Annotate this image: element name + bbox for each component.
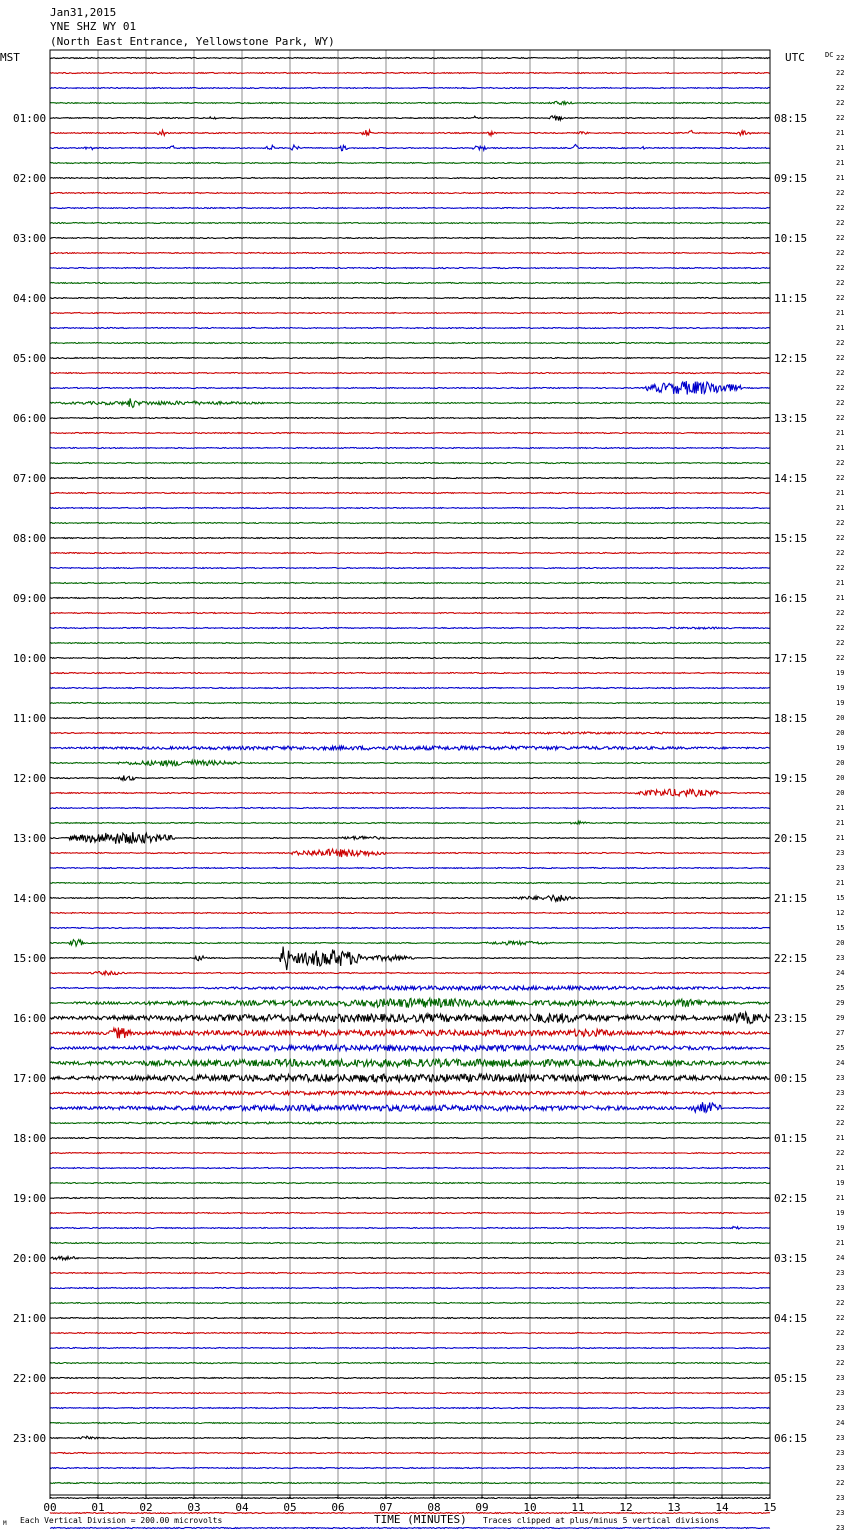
hour-label-utc: 01:15 [774,1132,808,1145]
dc-offset-value: 21 [836,429,845,437]
dc-offset-value: 23 [836,1434,845,1442]
dc-offset-value: 22 [836,339,845,347]
dc-offset-value: 15 [836,894,845,902]
dc-offset-value: 21 [836,444,845,452]
hour-label-utc: 15:15 [774,532,808,545]
x-tick-label: 08 [427,1501,441,1514]
hour-label-utc: 08:15 [774,112,808,125]
hour-label-utc: 16:15 [774,592,808,605]
dc-offset-value: 22 [836,459,845,467]
trace-line [50,493,770,494]
dc-offset-value: 22 [836,69,845,77]
x-tick-label: 10 [523,1501,537,1514]
dc-offset-value: 20 [836,714,845,722]
dc-offset-value: 24 [836,1419,845,1427]
dc-offset-value: 21 [836,879,845,887]
dc-offset-value: 23 [836,1449,845,1457]
x-tick-label: 00 [43,1501,57,1514]
dc-offset-value: 21 [836,174,845,182]
dc-offset-value: 22 [836,474,845,482]
dc-offset-value: 24 [836,1059,845,1067]
dc-offset-value: 23 [836,1089,845,1097]
hour-label-utc: 17:15 [774,652,808,665]
dc-offset-value: 22 [836,1149,845,1157]
station-code: YNE SHZ WY 01 [50,20,137,33]
dc-offset-value: 19 [836,699,845,707]
hour-label-utc: 21:15 [774,892,808,905]
hour-label-utc: 04:15 [774,1312,808,1325]
dc-offset-value: 19 [836,684,845,692]
dc-offset-value: 22 [836,294,845,302]
hour-label-local: 12:00 [13,772,47,785]
dc-offset-value: 23 [836,849,845,857]
x-tick-label: 03 [187,1501,201,1514]
dc-offset-value: 21 [836,144,845,152]
dc-offset-value: 22 [836,84,845,92]
dc-offset-value: 22 [836,189,845,197]
dc-offset-value: 21 [836,1164,845,1172]
dc-offset-value: 22 [836,204,845,212]
dc-offset-value: 23 [836,1389,845,1397]
dc-offset-value: 29 [836,999,845,1007]
dc-offset-value: 23 [836,1524,845,1532]
dc-offset-value: 21 [836,324,845,332]
trace-line [50,808,770,809]
hour-label-local: 10:00 [13,652,47,665]
dc-offset-value: 25 [836,1044,845,1052]
dc-offset-value: 22 [836,549,845,557]
trace-line [50,568,770,569]
station-location: (North East Entrance, Yellowstone Park, WY) [50,35,335,48]
x-tick-label: 04 [235,1501,249,1514]
x-tick-label: 12 [619,1501,633,1514]
dc-offset-value: 24 [836,1254,845,1262]
dc-offset-value: 22 [836,384,845,392]
trace-line [50,178,770,179]
hour-label-local: 01:00 [13,112,47,125]
dc-offset-value: 19 [836,744,845,752]
dc-offset-value: 22 [836,99,845,107]
hour-label-utc: 12:15 [774,352,808,365]
dc-offset-value: 23 [836,1269,845,1277]
dc-offset-value: 22 [836,654,845,662]
hour-label-utc: 02:15 [774,1192,808,1205]
dc-offset-value: 22 [836,609,845,617]
dc-offset-value: 21 [836,129,845,137]
hour-label-utc: 11:15 [774,292,808,305]
x-tick-label: 06 [331,1501,345,1514]
dc-offset-value: 22 [836,114,845,122]
dc-offset-value: 22 [836,1359,845,1367]
x-tick-label: 05 [283,1501,297,1514]
dc-offset-value: 21 [836,594,845,602]
dc-offset-value: 22 [836,1119,845,1127]
dc-offset-value: 23 [836,1344,845,1352]
hour-label-local: 06:00 [13,412,47,425]
x-tick-label: 09 [475,1501,489,1514]
dc-offset-value: 20 [836,939,845,947]
dc-offset-value: 22 [836,354,845,362]
dc-offset-value: 23 [836,1074,845,1082]
dc-offset-value: 22 [836,1329,845,1337]
dc-offset-value: 23 [836,864,845,872]
x-tick-label: 07 [379,1501,393,1514]
hour-label-utc: 22:15 [774,952,808,965]
hour-label-local: 22:00 [13,1372,47,1385]
dc-offset-value: 23 [836,1509,845,1517]
dc-offset-value: 22 [836,54,845,62]
dc-offset-value: 24 [836,969,845,977]
hour-label-local: 16:00 [13,1012,47,1025]
dc-offset-value: 21 [836,579,845,587]
dc-offset-value: 21 [836,309,845,317]
x-tick-label: 01 [91,1501,105,1514]
dc-offset-value: 22 [836,369,845,377]
dc-offset-value: 22 [836,639,845,647]
dc-offset-value: 21 [836,1194,845,1202]
dc-offset-value: 19 [836,1224,845,1232]
dc-offset-value: 22 [836,1104,845,1112]
hour-label-utc: 00:15 [774,1072,808,1085]
trace-line [50,163,770,164]
right-timezone-label: UTC [785,51,805,64]
hour-label-utc: 18:15 [774,712,808,725]
trace-line [50,418,770,419]
dc-offset-value: 22 [836,249,845,257]
hour-label-utc: 13:15 [774,412,808,425]
dc-offset-value: 20 [836,759,845,767]
hour-label-utc: 10:15 [774,232,808,245]
dc-offset-value: 21 [836,804,845,812]
dc-offset-value: 23 [836,1374,845,1382]
x-tick-label: 14 [715,1501,729,1514]
trace-line [50,478,770,479]
dc-offset-value: 19 [836,1179,845,1187]
dc-offset-value: 23 [836,1494,845,1502]
dc-offset-value: 22 [836,219,845,227]
dc-offset-value: 21 [836,819,845,827]
hour-label-local: 08:00 [13,532,47,545]
hour-label-local: 09:00 [13,592,47,605]
dc-offset-value: 22 [836,279,845,287]
dc-offset-value: 22 [836,414,845,422]
hour-label-local: 15:00 [13,952,47,965]
hour-label-utc: 23:15 [774,1012,808,1025]
dc-offset-value: 22 [836,534,845,542]
hour-label-utc: 05:15 [774,1372,808,1385]
dc-offset-value: 21 [836,1134,845,1142]
hour-label-local: 07:00 [13,472,47,485]
trace-line [50,343,770,344]
dc-offset-value: 23 [836,1404,845,1412]
hour-label-local: 03:00 [13,232,47,245]
hour-label-utc: 19:15 [774,772,808,785]
dc-header-label: DC [825,51,834,59]
dc-offset-value: 21 [836,834,845,842]
hour-label-utc: 20:15 [774,832,808,845]
hour-label-local: 18:00 [13,1132,47,1145]
hour-label-utc: 09:15 [774,172,808,185]
hour-label-local: 23:00 [13,1432,47,1445]
hour-label-local: 02:00 [13,172,47,185]
hour-label-utc: 03:15 [774,1252,808,1265]
trace-line [50,253,770,254]
dc-offset-value: 22 [836,1299,845,1307]
hour-label-local: 04:00 [13,292,47,305]
hour-label-utc: 06:15 [774,1432,808,1445]
dc-offset-value: 20 [836,774,845,782]
dc-offset-value: 23 [836,1464,845,1472]
dc-offset-value: 25 [836,984,845,992]
x-axis-title: TIME (MINUTES) [374,1513,467,1526]
dc-offset-value: 19 [836,1209,845,1217]
dc-offset-value: 15 [836,924,845,932]
dc-offset-value: 20 [836,789,845,797]
dc-offset-value: 22 [836,624,845,632]
corner-mark: M [3,1520,7,1527]
scale-note: Each Vertical Division = 200.00 microvolts [20,1516,223,1525]
dc-offset-value: 23 [836,954,845,962]
dc-offset-value: 22 [836,564,845,572]
dc-offset-value: 21 [836,504,845,512]
dc-offset-value: 29 [836,1014,845,1022]
hour-label-local: 19:00 [13,1192,47,1205]
hour-label-local: 11:00 [13,712,47,725]
x-tick-label: 02 [139,1501,153,1514]
x-tick-label: 11 [571,1501,585,1514]
dc-offset-value: 21 [836,159,845,167]
dc-offset-value: 20 [836,729,845,737]
plot-date: Jan31,2015 [50,6,117,19]
dc-offset-value: 21 [836,1239,845,1247]
hour-label-local: 14:00 [13,892,47,905]
dc-offset-value: 12 [836,909,845,917]
dc-offset-value: 22 [836,234,845,242]
x-tick-label: 13 [667,1501,681,1514]
dc-offset-value: 22 [836,519,845,527]
hour-label-local: 21:00 [13,1312,47,1325]
hour-label-local: 20:00 [13,1252,47,1265]
x-tick-label: 15 [763,1501,777,1514]
dc-offset-value: 22 [836,1314,845,1322]
hour-label-local: 17:00 [13,1072,47,1085]
hour-label-utc: 14:15 [774,472,808,485]
dc-offset-value: 23 [836,1284,845,1292]
dc-offset-value: 21 [836,489,845,497]
clip-note: Traces clipped at plus/minus 5 vertical divisions [483,1516,720,1525]
trace-line [50,373,770,374]
dc-offset-value: 27 [836,1029,845,1037]
dc-offset-value: 22 [836,399,845,407]
dc-offset-value: 22 [836,264,845,272]
hour-label-local: 05:00 [13,352,47,365]
left-timezone-label: MST [0,51,20,64]
dc-offset-value: 22 [836,1479,845,1487]
hour-label-local: 13:00 [13,832,47,845]
dc-offset-value: 19 [836,669,845,677]
